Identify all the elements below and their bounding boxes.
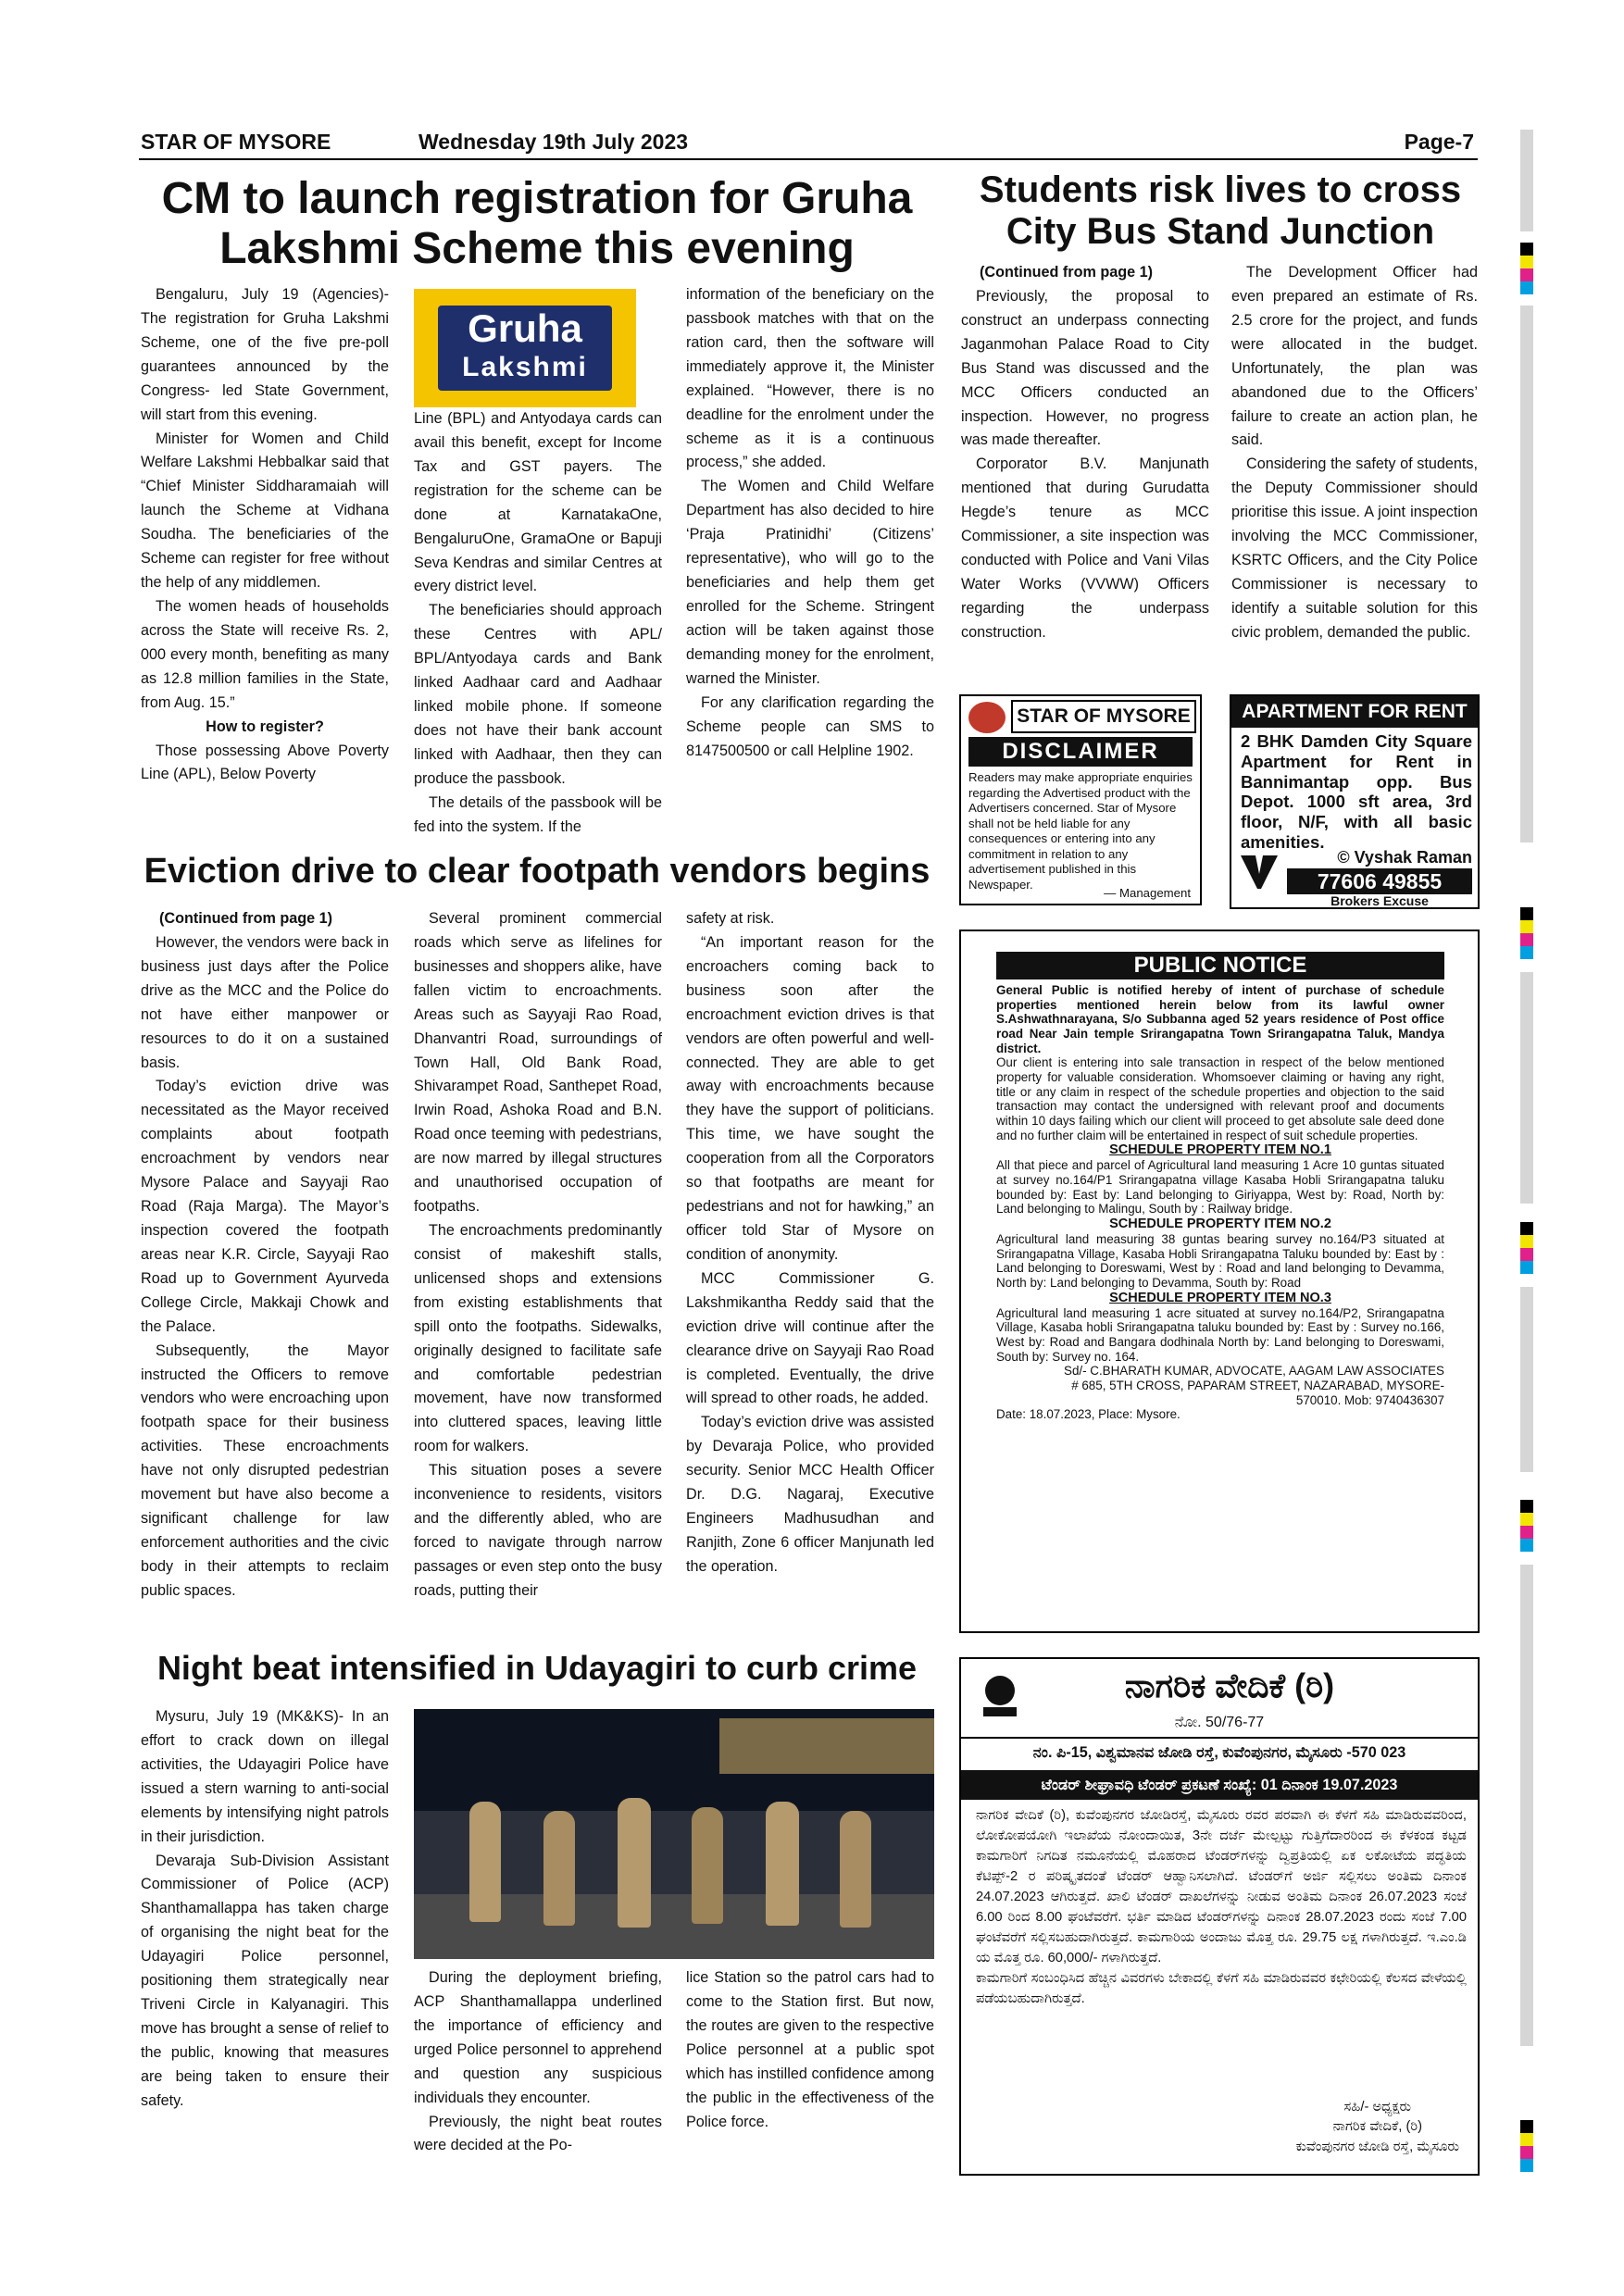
- subheading: How to register?: [206, 718, 324, 735]
- story3-col2: [414, 907, 662, 1620]
- registration-bar: [1520, 306, 1533, 842]
- paragraph: Today’s eviction drive was necessitated as the Mayor received complaints about footpath encroachment by vendors near Mysore Palace and Sayyaji Rao Road (Raja Marga). The Mayor’s inspection covered the footpath areas near K.R. Circle, Sayyaji Rao Road up to Government Ayurveda College Circle, Makkaji Chowk and the Palace.: [141, 1078, 389, 1335]
- ad-contact: © Vyshak Raman: [1337, 848, 1472, 867]
- masthead-rule: [139, 158, 1478, 160]
- notice-signature: Sd/- C.BHARATH KUMAR, ADVOCATE, AAGAM LAW ASSOCIATES # 685, 5TH CROSS, PAPARAM STREET, NAZARABAD, MYSORE-570010. Mob: 9740436307: [1064, 1364, 1444, 1407]
- ad-signature: [1296, 2098, 1459, 2157]
- story2-col1: [961, 261, 1209, 678]
- story1-col2: [414, 407, 662, 839]
- cmyk-marks: [1520, 2120, 1533, 2172]
- story1-headline-line1: CM to launch registration for Gruha: [161, 174, 913, 223]
- paragraph: Line (BPL) and Antyodaya cards can avail this benefit, except for Income Tax and GST payers. The registration for the scheme can be done at KarnatakaOne, BengaluruOne, GramaOne or Bapuji Seva Kendras and similar Centres at every district level.: [414, 410, 662, 595]
- paragraph: The encroachments predominantly consist of makeshift stalls, unlicensed shops and extensions from existing establishments that spill onto the footpaths. Sidewalks, originally designed to facilitate safe and comfortable pedestrian movement, have now transformed into cluttered spaces, leaving little room for walkers.: [414, 1221, 662, 1455]
- schedule-item-text: Agricultural land measuring 1 acre situated at survey no.164/P2, Srirangapatna Village, Kasaba hobli Srirangapatna taluku bounded by: East by : Survey no.166, West by: Road and Bangara dodhinala North by: Land belonging to Doreswami, South by: Survey no. 164.: [996, 1305, 1444, 1364]
- ad-body: 2 BHK Damden City Square Apartment for Rent in Bannimantap opp. Bus Depot. 1000 sft area, 3rd floor, N/F, with all basic amenities.: [1241, 731, 1472, 853]
- story4-col2: [414, 1966, 662, 2161]
- officer-figure: [766, 1802, 799, 1926]
- continued-label: (Continued from page 1): [980, 264, 1154, 281]
- ad-address: ನಂ. ಪಿ-15, ವಿಶ್ವಮಾನವ ಜೋಡಿ ರಸ್ತೆ, ಕುವೆಂಪುನಗರ, ಮೈಸೂರು -570 023: [1032, 1744, 1406, 1761]
- paragraph: Considering the safety of students, the Deputy Commissioner should prioritise this issue. A joint inspection involving the MCC Commissioner, KSRTC Officers, and the City Police Commissioner is necessary to identify a suitable solution for this civic problem, demanded the public.: [1231, 455, 1478, 641]
- story4-headline: Night beat intensified in Udayagiri to curb crime: [156, 1649, 918, 1687]
- story4-col1: [141, 1705, 389, 2168]
- paragraph: “An important reason for the encroachers coming back to business soon after the encroachment eviction drives is that vendors are often powerful and well-connected. They are able to get away with encroachments because they have the support of politicians. This time, we have sought the cooperation from all the Corporators so that footpaths are meant for pedestrians and not for hawking,” an officer told Star of Mysore on condition of anonymity.: [686, 933, 934, 1263]
- schedule-item-title: SCHEDULE PROPERTY ITEM NO.3: [1109, 1290, 1331, 1305]
- ad-footer: Brokers Excuse: [1330, 893, 1429, 908]
- paragraph: The Women and Child Welfare Department has also decided to hire ‘Praja Pratinidhi’ (Citizens’ representative), who will go to the beneficiaries and help them get enrolled for the Scheme. Stringent action will be taken against those demanding money for the enrolment, warned the Minister.: [686, 478, 934, 687]
- apartment-ad: [1230, 694, 1480, 909]
- logo-text: Lakshmi: [462, 352, 588, 382]
- page-number: Page-7: [1404, 130, 1474, 154]
- paragraph: information of the beneficiary on the passbook matches with that on the ration card, then the software will immediately approve it, the Minister explained. “However, there is no deadline for the enrolment under the scheme as it is a continuous process,” she added.: [686, 286, 934, 471]
- paragraph: For any clarification regarding the Scheme people can SMS to 8147500500 or call Helpline 1902.: [686, 693, 934, 759]
- paragraph: Several prominent commercial roads which serve as lifelines for businesses and shoppers alike, have fallen victim to encroachments. Areas such as Sayyaji Rao Road, Dhanvantri Road, surroundings of Town Hall, Old Bank Road, Shivarampet Road, Santhepet Road, Irwin Road, Ashoka Road and B.N. Road once teeming with pedestrians, are now marred by illegal structures and unauthorised occupation of footpaths.: [414, 910, 662, 1216]
- cmyk-marks: [1520, 907, 1533, 959]
- story1-col3: [686, 283, 934, 839]
- story2-col2: [1231, 261, 1478, 678]
- registration-bar: [1520, 130, 1533, 231]
- disclaimer-sign: — Management: [1104, 886, 1191, 900]
- schedule-item-text: All that piece and parcel of Agricultural land measuring 1 Acre 10 guntas situated at survey no.164/P1 Srirangapatna village Kasaba Hobli Srirangapatna taluku bounded by: East by: Land belonging to Giriyappa, West by: Road, North by: Land belonging to Malingu, South by : Railway bridge.: [996, 1158, 1444, 1217]
- story1-col1: [141, 283, 389, 839]
- registration-bar: [1520, 1565, 1533, 2046]
- brand-v-logo-icon: [1241, 854, 1278, 891]
- registration-bar: [1520, 972, 1533, 1204]
- cmyk-marks: [1520, 1222, 1533, 1274]
- paper-name: STAR OF MYSORE: [141, 130, 331, 154]
- paragraph: Corporator B.V. Manjunath mentioned that during Gurudatta Hegde’s tenure as MCC Commissioner, a site inspection was conducted with Police and Vani Vilas Water Works (VVWW) Officers regarding the underpass construction.: [961, 455, 1209, 641]
- officer-figure: [840, 1811, 871, 1928]
- story2-headline-line1: Students risk lives to cross: [979, 169, 1462, 210]
- police-photo: [414, 1709, 934, 1959]
- paragraph: Bengaluru, July 19 (Agencies)- The registration for Gruha Lakshmi Scheme, one of the five pre-poll guarantees announced by the Congress- led State Government, will start from this evening.: [141, 286, 389, 423]
- logo-plate: [438, 306, 612, 391]
- disclaimer-box: [959, 694, 1202, 905]
- officer-figure: [543, 1811, 575, 1926]
- paragraph: Mysuru, July 19 (MK&KS)- In an effort to crack down on illegal activities, the Udayagiri Police have issued a stern warning to anti-social elements by intensifying night patrols in their jurisdiction.: [141, 1708, 389, 1845]
- sign-line: ಕುವೆಂಪುನಗರ ಜೋಡಿ ರಸ್ತೆ, ಮೈಸೂರು: [1295, 2139, 1459, 2154]
- schedule-item-title: SCHEDULE PROPERTY ITEM NO.2: [1109, 1217, 1331, 1232]
- paragraph: However, the vendors were back in business just days after the Police drive as the MCC and the Police do not have either manpower or resources to do it on a sustained basis.: [141, 933, 389, 1071]
- officer-figure: [618, 1798, 651, 1928]
- notice-intro: General Public is notified hereby of intent of purchase of schedule properties mentioned herein below from its lawful owner S.Ashwathnarayana, S/o Subbanna aged 52 years residence of Post office road Near Jain temple Srirangapatna Town Srirangapatna Taluk, Mandya district.: [996, 983, 1444, 1055]
- paragraph: Those possessing Above Poverty Line (APL), Below Poverty: [141, 742, 389, 783]
- story2-headline: [963, 169, 1478, 253]
- ad-paragraph: ಕಾಮಗಾರಿಗೆ ಸಂಬಂಧಿಸಿದ ಹೆಚ್ಚಿನ ವಿವರಗಳು ಬೇಕಾದಲ್ಲಿ ಕೆಳಗೆ ಸಹಿ ಮಾಡಿರುವವರ ಕಛೇರಿಯಲ್ಲಿ ಕೆಲಸದ ವೇಳೆಯಲ್ಲಿ ಪಡೆಯಬಹುದಾಗಿರುತ್ತದೆ.: [976, 1971, 1467, 2007]
- paragraph: Devaraja Sub-Division Assistant Commissioner of Police (ACP) Shanthamallappa has taken charge of organising the night beat for the Udayagiri Police personnel, positioning them strategically near Triveni Circle in Kalyanagiri. This move has brought a sense of relief to the public, knowing that measures are being taken to ensure their safety.: [141, 1852, 389, 2109]
- disclaimer-text: Readers may make appropriate enquiries regarding the Advertised product with the Advertisers concerned. Star of Mysore shall not be held liable for any consequences or entering into any commitment in relation to any advertisement published in this Newspaper.: [968, 770, 1193, 892]
- disclaimer-title: DISCLAIMER: [968, 737, 1193, 767]
- story1-headline-line2: Lakshmi Scheme this evening: [219, 224, 855, 274]
- officer-figure: [692, 1807, 723, 1924]
- story4-col3: [686, 1966, 934, 2161]
- notice-title: PUBLIC NOTICE: [996, 952, 1444, 980]
- paragraph: safety at risk.: [686, 910, 775, 927]
- notice-paragraph: Our client is entering into sale transaction in respect of the below mentioned property for valuable consideration. Whomsoever claiming or having any right, title or any claim in respect of the schedule properties and objection to the said transaction may contact the undersigned with relevant proof and documents within 10 days failing which our client will proceed to get absolute sale deed done and no further claim will be entertained in respect of suit schedule properties.: [996, 1055, 1444, 1142]
- continued-label: (Continued from page 1): [159, 910, 333, 927]
- notice-date: Date: 18.07.2023, Place: Mysore.: [996, 1407, 1181, 1422]
- masthead: [141, 130, 1474, 154]
- paragraph: The beneficiaries should approach these Centres with APL/ BPL/Antyodaya cards and Bank linked Aadhaar card and Aadhaar linked mobile phone. If someone does not have their bank account linked with Aadhaar, then they can produce the passbook.: [414, 602, 662, 787]
- schedule-item-text: Agricultural land measuring 38 guntas bearing survey no.164/P3 situated at Srirangapatna Village, Kasaba Hobli Srirangapatna Taluku bounded by: East by : Land belonging to Doreswami, West by : Road and land belonging to Devamma, North by: Land belonging to Devamma, South by: Road: [996, 1231, 1444, 1290]
- officer-figure: [469, 1802, 501, 1922]
- paragraph: Today’s eviction drive was assisted by Devaraja Police, who provided security. Senior MCC Health Officer Dr. D.G. Nagaraj, Executive Engineers Madhusudhan and Ranjith, Zone 6 officer Manjunath led the operation.: [686, 1414, 934, 1575]
- public-notice: [959, 930, 1480, 1633]
- story3-col1: [141, 907, 389, 1620]
- paragraph: The women heads of households across the State will receive Rs. 2, 000 every month, benefiting as many as 12.8 million families in the State, from Aug. 15.”: [141, 597, 389, 711]
- logo-text: Gruha: [468, 306, 582, 350]
- ad-paragraph: ನಾಗರಿಕ ವೇದಿಕೆ (ರಿ), ಕುವೆಂಪುನಗರ ಜೋಡಿರಸ್ತೆ, ಮೈಸೂರು ರವರ ಪರವಾಗಿ ಈ ಕೆಳಗೆ ಸಹಿ ಮಾಡಿರುವವರಿಂದ, ಲೋಕೋಪಯೋಗಿ ಇಲಾಖೆಯ ನೋಂದಾಯಿತ, 3ನೇ ದರ್ಜೆ ಮೇಲ್ಪಟ್ಟು ಗುತ್ತಿಗೆದಾರರಿಂದ ಈ ಕೆಳಕಂಡ ಕಟ್ಟಡ ಕಾಮಗಾರಿಗೆ ನಿಗದಿತ ನಮೂನೆಯಲ್ಲಿ ಮೊಹರಾದ ಟೆಂಡರ್‌ಗಳನ್ನು ದ್ವಿಪ್ರತಿಯಲ್ಲಿ ಏಕ ಲಕೋಟೆಯ ಪದ್ಧತಿಯ ಕೆಟಿಪ್ಪ್-2 ರ ಪರಿಷ್ಕೃತದಂತೆ ಟೆಂಡರ್ ಆಹ್ವಾನಿಸಲಾಗಿದೆ. ಟೆಂಡರ್‌ಗೆ ಅರ್ಜಿ ಸಲ್ಲಿಸಲು ಅಂತಿಮ ದಿನಾಂಕ 24.07.2023 ಆಗಿರುತ್ತದೆ. ಖಾಲಿ ಟೆಂಡರ್ ದಾಖಲೆಗಳನ್ನು ನೀಡುವ ಅಂತಿಮ ದಿನಾಂಕ 26.07.2023 ಸಂಜೆ 6.00 ರಿಂದ 8.00 ಘಂಟೆವರೆಗೆ. ಭರ್ತಿ ಮಾಡಿದ ಟೆಂಡರ್‌ಗಳನ್ನು ದಿನಾಂಕ 28.07.2023 ರಂದು ಸಂಜೆ 7.00 ಘಂಟೆವರೆಗೆ ಸಲ್ಲಿಸಬಹುದಾಗಿರುತ್ತದೆ. ಕಾಮಗಾರಿಯ ಅಂದಾಜು ಮೊತ್ತ ರೂ. 29.75 ಲಕ್ಷ ಗಳಾಗಿರುತ್ತದೆ. ಇ.ಎಂ.ಡಿ ಯ ಮೊತ್ತ ರೂ. 60,000/- ಗಳಾಗಿರುತ್ತದೆ.: [976, 1808, 1467, 1966]
- paragraph: Previously, the proposal to construct an underpass connecting Jaganmohan Palace Road to City Bus Stand was discussed and the MCC Officers conducted an inspection. However, no progress was made thereafter.: [961, 287, 1209, 449]
- paragraph: lice Station so the patrol cars had to come to the Station first. But now, the routes are given to the respective Police personnel at a public spot which has instilled confidence among the public in the effectiveness of the Police force.: [686, 1969, 934, 2130]
- ad-title: ನಾಗರಿಕ ವೇದಿಕೆ (ರಿ): [1124, 1666, 1335, 1704]
- story2-headline-line2: City Bus Stand Junction: [1006, 211, 1435, 253]
- ad-phone: 77606 49855: [1287, 868, 1472, 894]
- paragraph: The Development Officer had even prepared an estimate of Rs. 2.5 crore for the project, and funds were allocated in the budget. Unfortunately, the plan was abandoned due to the Officers’ failure to create an action plan, he said.: [1231, 264, 1478, 449]
- paragraph: Previously, the night beat routes were decided at the Po-: [414, 2113, 662, 2154]
- story3-headline: Eviction drive to clear footpath vendors begins: [144, 852, 931, 891]
- divider: [961, 1737, 1478, 1739]
- ad-body: [976, 1805, 1467, 2009]
- paragraph: During the deployment briefing, ACP Shanthamallappa underlined the importance of efficiency and urged Police personnel to apprehend and question any suspicious individuals they encounter.: [414, 1969, 662, 2106]
- paragraph: MCC Commissioner G. Lakshmikantha Reddy said that the eviction drive will continue after the clearance drive on Sayyaji Rao Road is completed. Eventually, the drive will spread to other roads, he added.: [686, 1269, 934, 1407]
- ad-regno: ನೋ. 50/76-77: [1174, 1715, 1265, 1730]
- star-emblem-icon: [968, 702, 1006, 733]
- cmyk-marks: [1520, 1500, 1533, 1552]
- sign-line: ನಾಗರಿಕ ವೇದಿಕೆ, (ರಿ): [1332, 2119, 1422, 2135]
- story1-headline: [139, 174, 935, 274]
- registration-bar: [1520, 1287, 1533, 1472]
- disclaimer-brand: STAR OF MYSORE: [1011, 700, 1196, 733]
- issue-date: Wednesday 19th July 2023: [418, 130, 689, 154]
- paragraph: This situation poses a severe inconvenience to residents, visitors and the differently abled, who are forced to navigate through narrow passages or even step onto the busy roads, putting their: [414, 1462, 662, 1599]
- schedule-item-title: SCHEDULE PROPERTY ITEM NO.1: [1109, 1142, 1331, 1158]
- sign-line: ಸಹಿ/- ಅಧ್ಯಕ್ಷರು: [1343, 2100, 1412, 2115]
- paragraph: Minister for Women and Child Welfare Lakshmi Hebbalkar said that “Chief Minister Siddharamaiah will launch the Scheme at Vidhana Soudha. The beneficiaries of the Scheme can register for free without the help of any middlemen.: [141, 430, 389, 592]
- shop-sign: [719, 1718, 934, 1774]
- nagarika-vedike-ad: [959, 1657, 1480, 2176]
- story3-col3: [686, 907, 934, 1620]
- cmyk-marks: [1520, 243, 1533, 294]
- ad-title: APARTMENT FOR RENT: [1231, 696, 1478, 728]
- paragraph: Subsequently, the Mayor instructed the Officers to remove vendors who were encroaching upon footpath space for their business activities. These encroachments have not only disrupted pedestrian movement but have also become a significant challenge for law enforcement authorities and the civic body in their attempts to reclaim public spaces.: [141, 1341, 389, 1599]
- gruha-lakshmi-logo: [414, 289, 636, 407]
- tender-banner: ಟೆಂಡರ್ ಶೀಘ್ರಾವಧಿ ಟೆಂಡರ್ ಪ್ರಕಟಣೆ ಸಂಖ್ಯೆ: 01 ದಿನಾಂಕ 19.07.2023: [961, 1770, 1478, 1800]
- paragraph: The details of the passbook will be fed into the system. If the: [414, 793, 662, 835]
- notice-body: [996, 983, 1444, 1422]
